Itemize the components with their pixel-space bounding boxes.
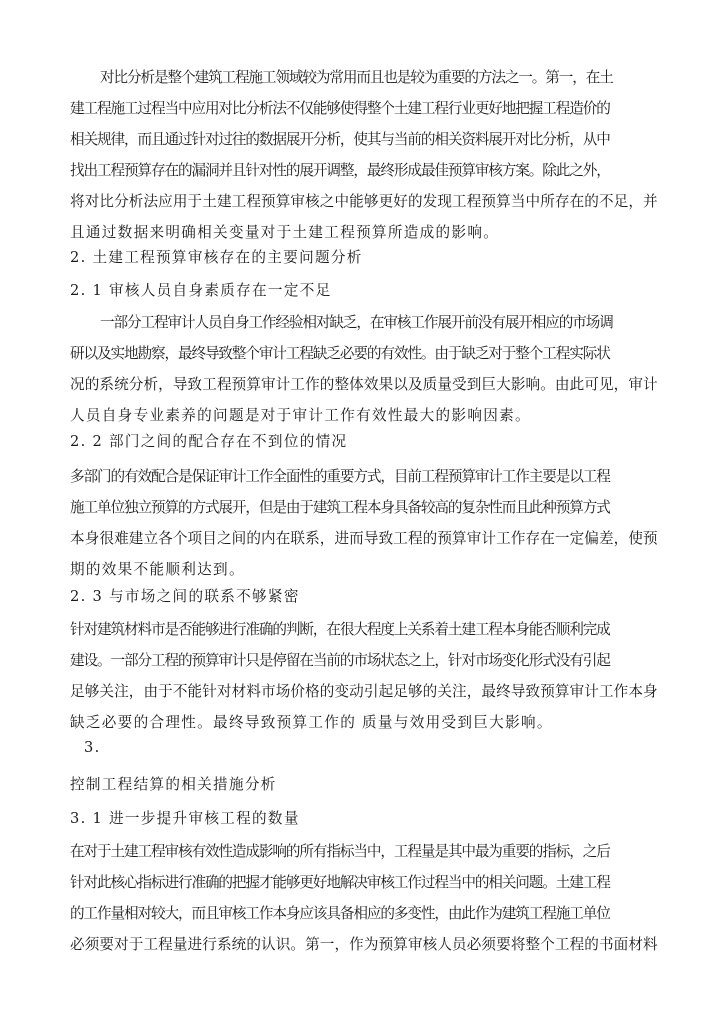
text-line: 人员自身专业素养的问题是对于审计工作有效性最大的影响因素。 (70, 407, 531, 424)
subsection-heading-3-1: 3. 1 进一步提升审核工程的数量 (70, 810, 300, 827)
text-line: 且通过数据来明确相关变量对于土建工程预算所造成的影响。 (70, 224, 500, 241)
text-line: 一部分工程审计人员自身工作经验相对缺乏，在审核工作展开前没有展开相应的市场调 (100, 314, 613, 331)
subsection-heading-2-3: 2. 3 与市场之间的联系不够紧密 (70, 588, 300, 605)
section-number-3: 3. (84, 739, 101, 756)
text-line: 针对建筑材料市是否能够进行准确的判断，在很大程度上关系着土建工程本身能否顺利完成 (70, 621, 610, 638)
text-line: 将对比分析法应用于土建工程预算审核之中能够更好的发现工程预算当中所存在的不足，并 (70, 193, 658, 210)
text-line: 的工作量相对较大，而且审核工作本身应该具备相应的多变性，由此作为建筑工程施工单位 (70, 905, 610, 922)
text-line: 施工单位独立预算的方式展开，但是由于建筑工程本身具备较高的复杂性而且此种预算方式 (70, 499, 610, 516)
text-line: 足够关注，由于不能针对材料市场价格的变动引起足够的关注，最终导致预算审计工作本身 (70, 683, 658, 700)
text-line: 对比分析是整个建筑工程施工领域较为常用而且也是较为重要的方法之一。第一，在土 (100, 69, 613, 86)
text-line: 找出工程预算存在的漏洞并且针对性的展开调整，最终形成最佳预算审核方案。除此之外， (70, 162, 610, 179)
text-line: 况的系统分析，导致工程预算审计工作的整体效果以及质量受到巨大影响。由此可见，审计 (70, 376, 658, 393)
text-line: 在对于土建工程审核有效性造成影响的所有指标当中，工程量是其中最为重要的指标，之后 (70, 843, 610, 860)
text-line: 必须要对于工程量进行系统的认识。第一，作为预算审核人员必须要将整个工程的书面材料 (70, 936, 658, 953)
paragraph-department-cooperation (70, 461, 658, 585)
text-line: 多部门的有效配合是保证审计工作全面性的重要方式，目前工程预算审计工作主要是以工程 (70, 468, 610, 485)
paragraph-market-connection (70, 614, 658, 738)
subsection-heading-2-2: 2. 2 部门之间的配合存在不到位的情况 (70, 433, 348, 450)
paragraph-engineering-quantity (70, 836, 658, 960)
text-line: 建设。一部分工程的预算审计只是停留在当前的市场状态之上，针对市场变化形式没有引起 (70, 652, 610, 669)
text-line: 相关规律，而且通过针对过往的数据展开分析，使其与当前的相关资料展开对比分析，从中 (70, 131, 610, 148)
text-line: 研以及实地勘察，最终导致整个审计工程缺乏必要的有效性。由于缺乏对于整个工程实际状 (70, 345, 610, 362)
text-line: 针对此核心指标进行准确的把握才能够更好地解决审核工作过程当中的相关问题。土建工程 (70, 874, 610, 891)
section-heading-2: 2. 土建工程预算审核存在的主要问题分析 (70, 249, 363, 266)
paragraph-contrast-analysis (70, 62, 658, 248)
text-line: 本身很难建立各个项目之间的内在联系，进而导致工程的预算审计工作存在一定偏差，使预 (70, 530, 658, 547)
text-line: 缺乏必要的合理性。最终导致预算工作的 质量与效用受到巨大影响。 (70, 714, 553, 731)
subsection-heading-2-1: 2. 1 审核人员自身素质存在一定不足 (70, 282, 332, 299)
paragraph-auditor-quality (70, 307, 658, 431)
section-heading-3: 控制工程结算的相关措施分析 (70, 776, 277, 793)
text-line: 建工程施工过程当中应用对比分析法不仅能够使得整个土建工程行业更好地把握工程造价的 (70, 100, 610, 117)
text-line: 期的效果不能顺利达到。 (70, 561, 245, 578)
